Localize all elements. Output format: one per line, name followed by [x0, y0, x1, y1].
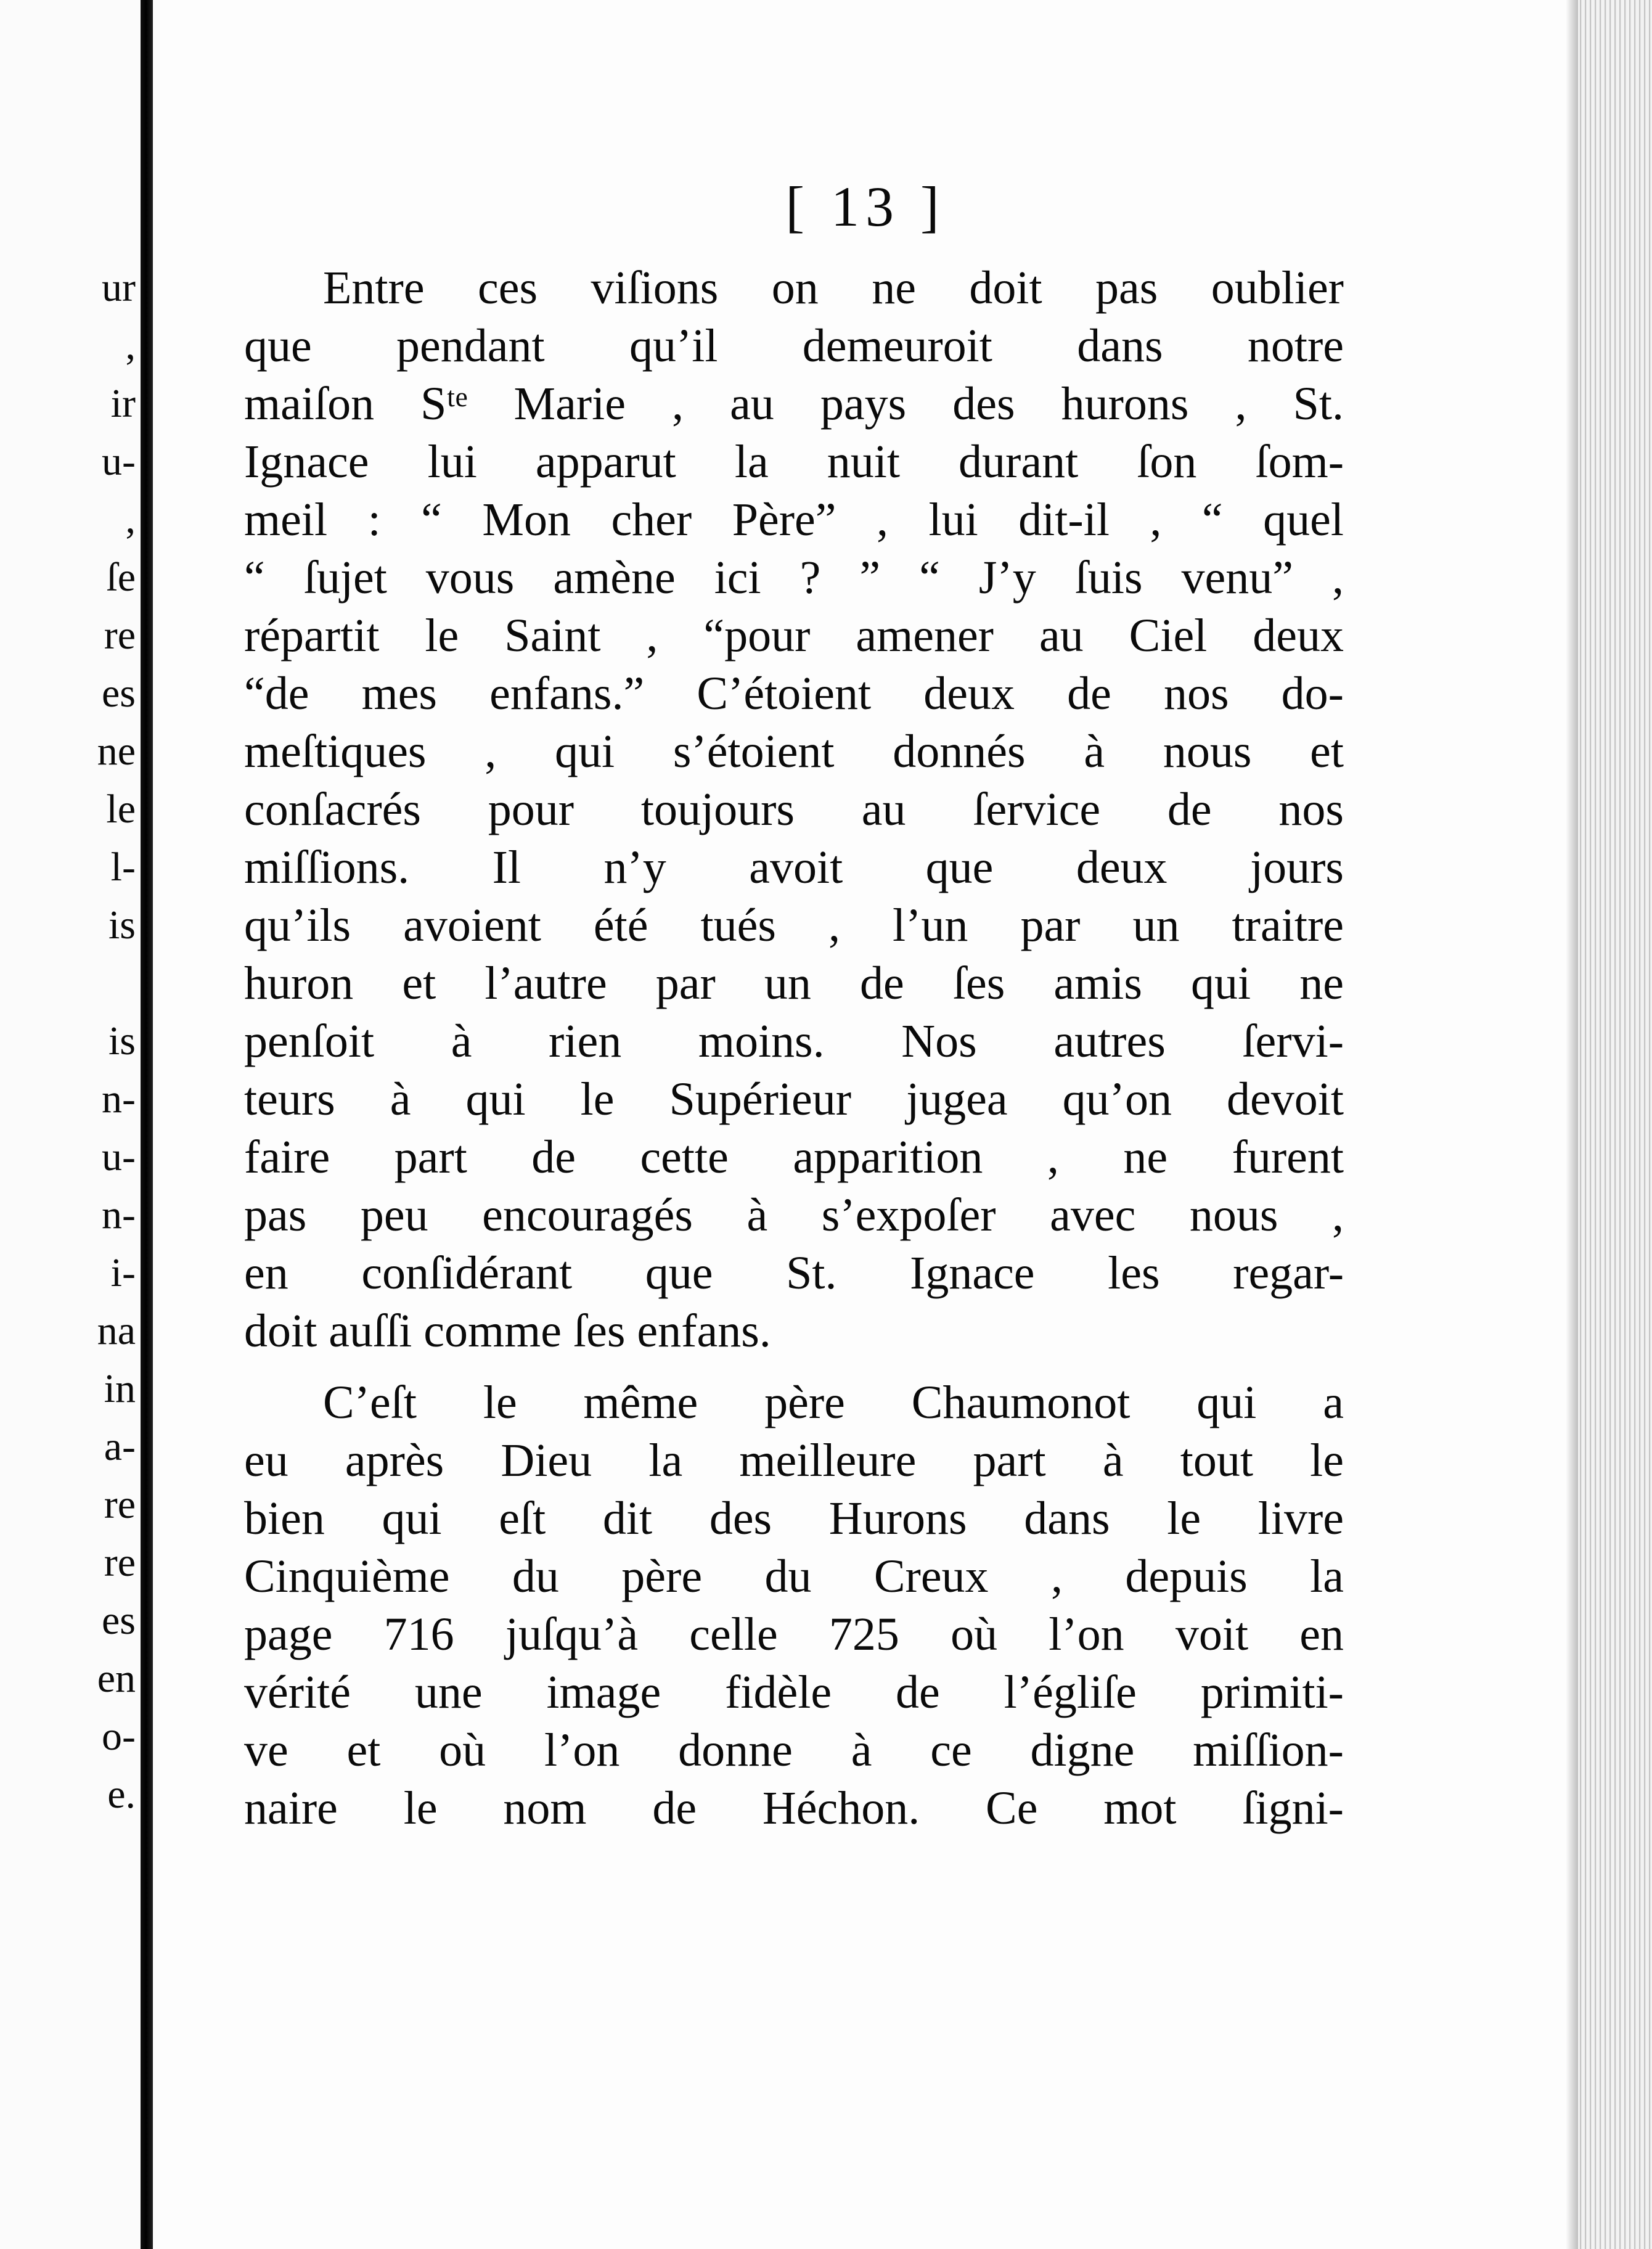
left-fragment: u-	[102, 1134, 136, 1179]
text-line: meſtiques , qui s’étoient donnés à nous et	[244, 726, 1344, 777]
left-fragment: ,	[125, 323, 136, 368]
left-fragment: ur	[102, 265, 136, 310]
text-line: ve et où l’on donne à ce digne miſſion-	[244, 1724, 1344, 1776]
text-line: penſoit à rien moins. Nos autres ſervi-	[244, 1015, 1344, 1067]
left-fragment: l-	[110, 845, 136, 890]
text-line: huron et l’autre par un de ſes amis qui ne	[244, 957, 1344, 1009]
text-line: qu’ils avoient été tués , l’un par un traitre	[244, 899, 1344, 951]
text-line: bien qui eſt dit des Hurons dans le livre	[244, 1493, 1344, 1544]
left-fragment: o-	[102, 1714, 136, 1759]
left-fragment: le	[106, 787, 136, 832]
left-fragment: re	[104, 613, 136, 658]
left-fragment: e.	[107, 1772, 136, 1817]
previous-page	[0, 0, 141, 2249]
page-edge-shadow	[1566, 0, 1578, 2249]
book-page	[153, 0, 1578, 2249]
page-number: [ 13 ]	[785, 175, 946, 238]
text-line: Cinquième du père du Creux , depuis la	[244, 1551, 1344, 1602]
text-line: vérité une image fidèle de l’égliſe primiti-	[244, 1666, 1344, 1718]
text-line: conſacrés pour toujours au ſervice de nos	[244, 784, 1344, 835]
left-fragment	[0, 954, 141, 1012]
left-fragment: es	[102, 1598, 136, 1643]
text-line: doit auſſi comme ſes enfans.	[244, 1305, 771, 1357]
text-line: répartit le Saint , “pour amener au Ciel deux	[244, 610, 1344, 662]
text-line: C’eſt le même père Chaumonot qui a	[323, 1377, 1344, 1428]
left-fragment: is	[108, 903, 136, 948]
text-line: Ignace lui apparut la nuit durant ſon ſom-	[244, 436, 1344, 488]
book-page-edges	[1578, 0, 1652, 2249]
text-line: miſſions. Il n’y avoit que deux jours	[244, 842, 1344, 893]
left-fragment: na	[97, 1308, 136, 1353]
text-line: page 716 juſqu’à celle 725 où l’on voit en	[244, 1608, 1344, 1660]
left-fragment: n-	[102, 1076, 136, 1121]
left-fragment: en	[97, 1656, 136, 1701]
book-gutter	[141, 0, 153, 2249]
left-fragment: in	[104, 1366, 136, 1411]
text-line: meil : “ Mon cher Père” , lui dit-il , “ quel	[244, 494, 1344, 546]
left-fragment: re	[104, 1482, 136, 1527]
text-line: eu après Dieu la meilleure part à tout le	[244, 1435, 1344, 1486]
left-fragment: ir	[110, 381, 136, 426]
text-line: naire le nom de Héchon. Ce mot ſigni-	[244, 1782, 1344, 1834]
text-line: “de mes enfans.” C’étoient deux de nos do-	[244, 668, 1344, 719]
text-line: Entre ces viſions on ne doit pas oublier	[323, 262, 1344, 314]
left-fragment: ,	[125, 497, 136, 542]
text-line: en conſidérant que St. Ignace les regar-	[244, 1247, 1344, 1299]
left-fragment: u-	[102, 439, 136, 484]
left-fragment: re	[104, 1540, 136, 1585]
text-line: que pendant qu’il demeuroit dans notre	[244, 320, 1344, 372]
text-line: pas peu encouragés à s’expoſer avec nous ,	[244, 1189, 1344, 1241]
previous-page-line-endings	[0, 259, 141, 1824]
left-fragment: es	[102, 671, 136, 716]
text-line: “ ſujet vous amène ici ? ” “ J’y ſuis venu” ,	[244, 552, 1344, 604]
left-fragment: n-	[102, 1192, 136, 1237]
body-text	[244, 259, 1344, 1837]
text-line: teurs à qui le Supérieur jugea qu’on devoit	[244, 1073, 1344, 1125]
left-fragment: i-	[110, 1250, 136, 1295]
left-fragment: is	[108, 1018, 136, 1063]
text-line: maiſon Sᵗᵉ Marie , au pays des hurons , St.	[244, 378, 1344, 430]
left-fragment: ſe	[106, 555, 136, 600]
left-fragment: a-	[104, 1424, 136, 1469]
text-line: faire part de cette apparition , ne furent	[244, 1131, 1344, 1183]
left-fragment: ne	[97, 729, 136, 774]
